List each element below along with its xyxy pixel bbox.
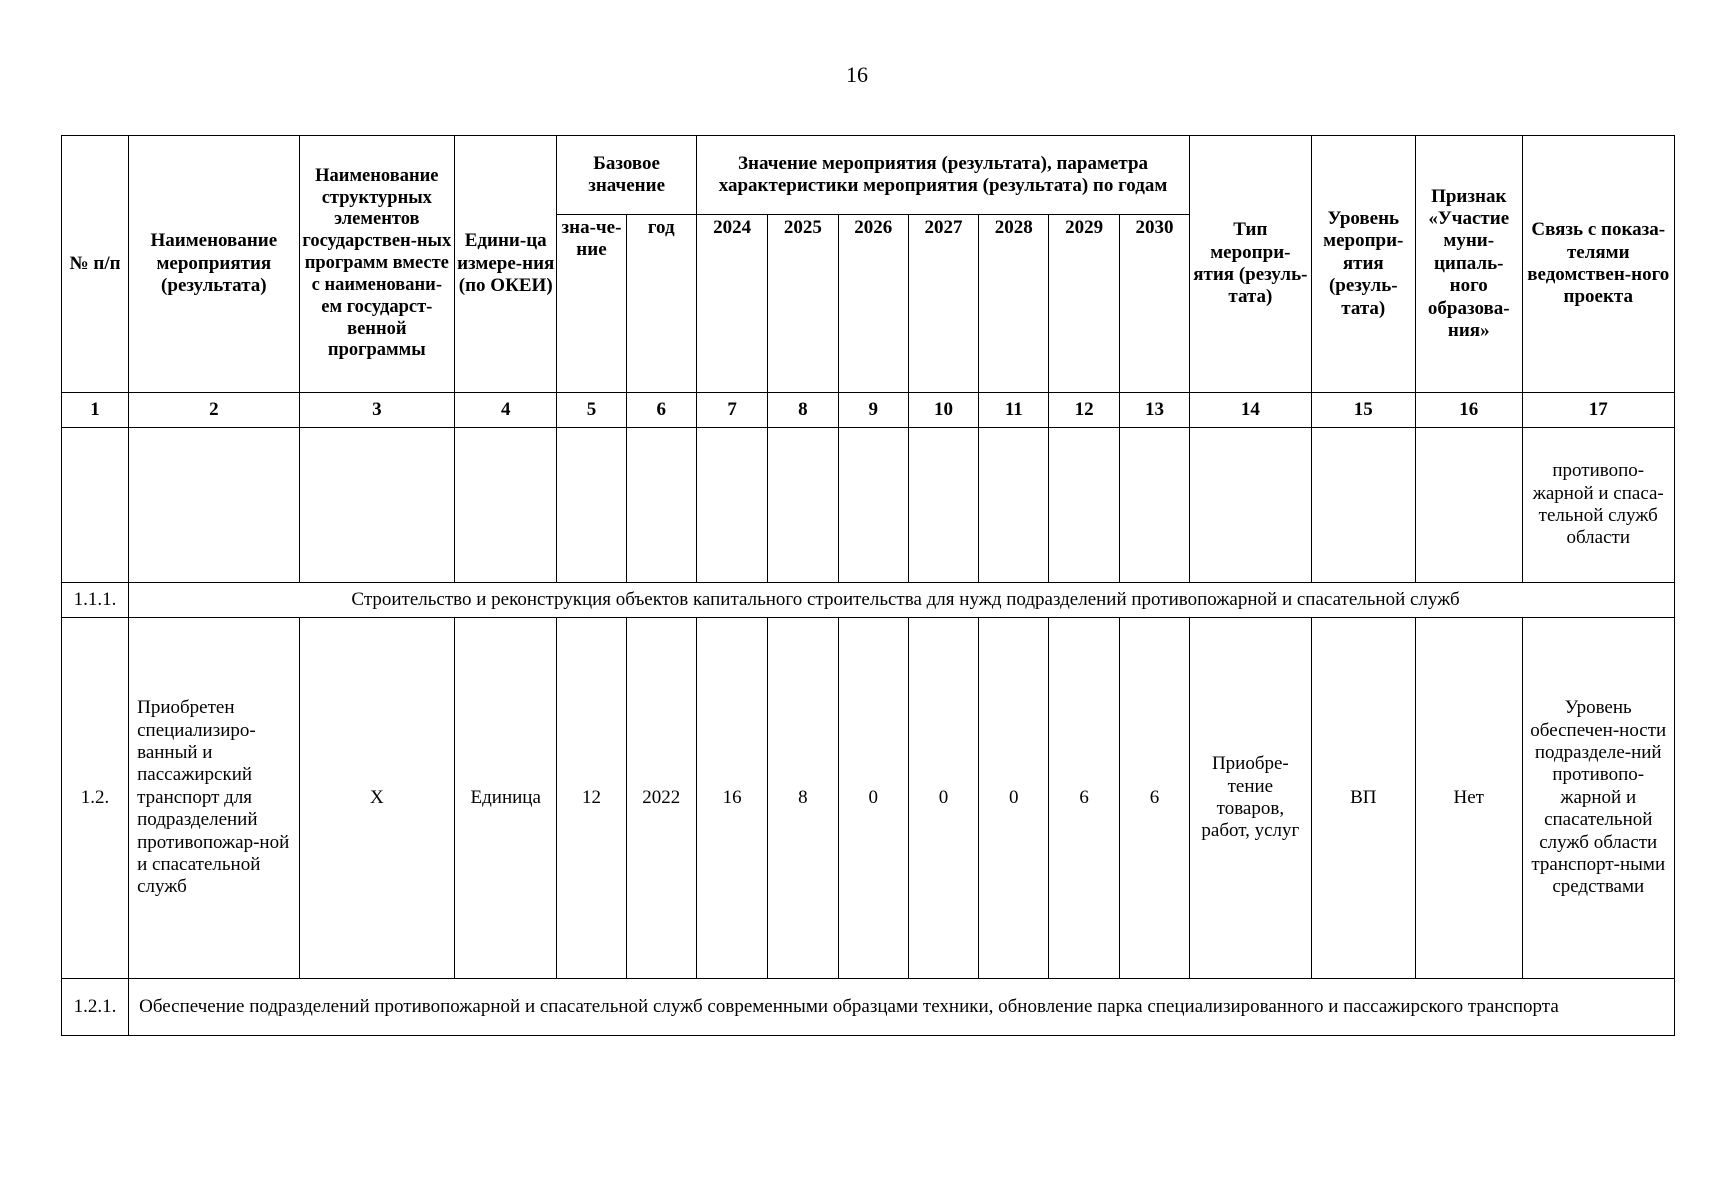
row-value-2028: 0 (979, 618, 1049, 979)
header-num: № п/п (62, 136, 129, 393)
header-base-year: год (626, 215, 696, 393)
row-type: Приобре-тение товаров, работ, услуг (1190, 618, 1311, 979)
header-years-group: Значение мероприятия (результата), параметра характеристики мероприятия (результата) по годам (696, 136, 1189, 215)
header-base-value: зна-че-ние (557, 215, 626, 393)
column-number: 1 (62, 393, 129, 428)
row-structural: X (299, 618, 455, 979)
column-number: 17 (1522, 393, 1675, 428)
empty-cell (1415, 428, 1522, 583)
column-number: 2 (129, 393, 299, 428)
header-unit: Едини-ца измере-ния (по ОКЕИ) (455, 136, 557, 393)
empty-cell (979, 428, 1049, 583)
column-number: 15 (1311, 393, 1415, 428)
empty-cell (62, 428, 129, 583)
column-number: 3 (299, 393, 455, 428)
column-number: 12 (1049, 393, 1119, 428)
header-year-2025: 2025 (768, 215, 838, 393)
section-num: 1.1.1. (62, 583, 129, 618)
empty-cell (838, 428, 908, 583)
empty-cell (768, 428, 838, 583)
section-num: 1.2.1. (62, 979, 129, 1036)
section-row-1-2-1 (62, 979, 1675, 1036)
header-base-group: Базовое значение (557, 136, 697, 215)
column-number: 9 (838, 393, 908, 428)
empty-cell (1049, 428, 1119, 583)
continuation-row (62, 428, 1675, 583)
row-base-value: 12 (557, 618, 626, 979)
row-name: Приобретен специализиро-ванный и пассажирский транспорт для подразделений противопожар-ной и спасательной служб (129, 618, 299, 979)
header-year-2027: 2027 (908, 215, 978, 393)
empty-cell (455, 428, 557, 583)
empty-cell (626, 428, 696, 583)
column-number: 7 (696, 393, 767, 428)
header-year-2024: 2024 (696, 215, 767, 393)
row-value-2027: 0 (908, 618, 978, 979)
continuation-link: противопо-жарной и спаса-тельной служб области (1522, 428, 1675, 583)
empty-cell (908, 428, 978, 583)
column-number: 14 (1190, 393, 1311, 428)
row-unit: Единица (455, 618, 557, 979)
row-value-2025: 8 (768, 618, 838, 979)
empty-cell (1119, 428, 1189, 583)
table-row-1-2 (62, 618, 1675, 979)
row-num: 1.2. (62, 618, 129, 979)
column-number: 8 (768, 393, 838, 428)
header-year-2029: 2029 (1049, 215, 1119, 393)
empty-cell (1311, 428, 1415, 583)
page-number: 16 (846, 62, 868, 87)
header-structural: Наименование структурных элементов государствен-ных программ вместе с наименовани-ем государст-венной программы (299, 136, 455, 393)
column-number: 13 (1119, 393, 1189, 428)
section-text: Строительство и реконструкция объектов капитального строительства для нужд подразделений противопожарной и спасательной служб (129, 583, 1675, 618)
header-name: Наименование мероприятия (результата) (129, 136, 299, 393)
events-table (61, 135, 1675, 1036)
column-number: 10 (908, 393, 978, 428)
row-base-year: 2022 (626, 618, 696, 979)
row-level: ВП (1311, 618, 1415, 979)
header-link: Связь с показа-телями ведомствен-ного проекта (1522, 136, 1675, 393)
header-year-2028: 2028 (979, 215, 1049, 393)
section-row-1-1-1 (62, 583, 1675, 618)
header-year-2030: 2030 (1119, 215, 1189, 393)
row-value-2029: 6 (1049, 618, 1119, 979)
column-number: 16 (1415, 393, 1522, 428)
section-text: Обеспечение подразделений противопожарной и спасательной служб современными образцами техники, обновление парка специализированного и пассажирского транспорта (129, 979, 1675, 1036)
row-link: Уровень обеспечен-ности подразделе-ний противопо-жарной и спасательной служб области транспорт-ными средствами (1522, 618, 1675, 979)
column-number: 4 (455, 393, 557, 428)
header-type: Тип меропри-ятия (резуль-тата) (1190, 136, 1311, 393)
column-number: 5 (557, 393, 626, 428)
header-sign: Признак «Участие муни-ципаль-ного образова-ния» (1415, 136, 1522, 393)
empty-cell (129, 428, 299, 583)
empty-cell (696, 428, 767, 583)
column-number: 11 (979, 393, 1049, 428)
row-value-2030: 6 (1119, 618, 1189, 979)
empty-cell (299, 428, 455, 583)
column-number-row (62, 393, 1675, 428)
header-level: Уровень меропри-ятия (резуль-тата) (1311, 136, 1415, 393)
row-sign: Нет (1415, 618, 1522, 979)
header-year-2026: 2026 (838, 215, 908, 393)
empty-cell (557, 428, 626, 583)
row-value-2024: 16 (696, 618, 767, 979)
column-number: 6 (626, 393, 696, 428)
empty-cell (1190, 428, 1311, 583)
row-value-2026: 0 (838, 618, 908, 979)
